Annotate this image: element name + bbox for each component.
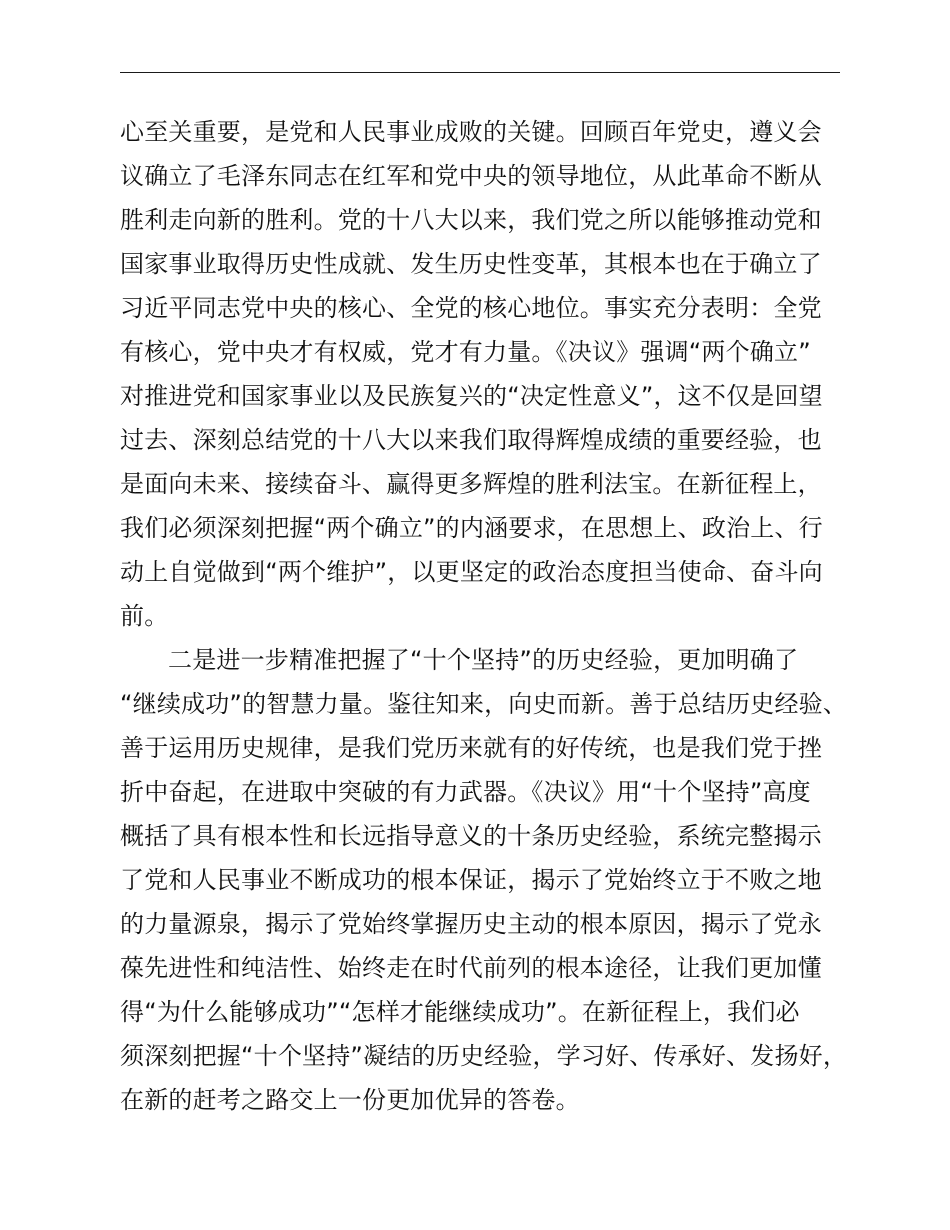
text-line: 国家事业取得历史性成就、发生历史性变革，其根本也在于确立了 [120, 250, 822, 278]
text-line: 习近平同志党中央的核心、全党的核心地位。事实充分表明：全党 [120, 294, 822, 322]
text-line: 了党和人民事业不断成功的根本保证，揭示了党始终立于不败之地 [120, 866, 822, 894]
text-line: 动上自觉做到“两个维护”，以更坚定的政治态度担当使命、奋斗向 [120, 558, 823, 586]
text-line: 折中奋起，在进取中突破的有力武器。《决议》用“十个坚持”高度 [120, 778, 811, 806]
text-line: 的力量源泉，揭示了党始终掌握历史主动的根本原因，揭示了党永 [120, 910, 822, 938]
text-line: 得“为什么能够成功”“怎样才能继续成功”。在新征程上，我们必 [120, 998, 800, 1026]
text-line: 心至关重要，是党和人民事业成败的关键。回顾百年党史，遵义会 [120, 118, 822, 146]
text-line: 是面向未来、接续奋斗、赢得更多辉煌的胜利法宝。在新征程上， [120, 470, 822, 498]
text-line: 须深刻把握“十个坚持”凝结的历史经验，学习好、传承好、发扬好， [120, 1042, 848, 1070]
paragraph-start-line: 二是进一步精准把握了“十个坚持”的历史经验，更加明确了 [168, 646, 799, 674]
text-line: 在新的赶考之路交上一份更加优异的答卷。 [120, 1086, 580, 1114]
text-line: 胜利走向新的胜利。党的十八大以来，我们党之所以能够推动党和 [120, 206, 822, 234]
text-line: “继续成功”的智慧力量。鉴往知来，向史而新。善于总结历史经验、 [120, 690, 848, 718]
text-line: 葆先进性和纯洁性、始终走在时代前列的根本途径，让我们更加懂 [120, 954, 822, 982]
text-line: 有核心，党中央才有权威，党才有力量。《决议》强调“两个确立” [120, 338, 811, 366]
text-line: 我们必须深刻把握“两个确立”的内涵要求，在思想上、政治上、行 [120, 514, 823, 542]
header-rule [120, 72, 840, 73]
text-line: 前。 [120, 602, 169, 630]
text-line: 善于运用历史规律，是我们党历来就有的好传统，也是我们党于挫 [120, 734, 822, 762]
text-line: 概括了具有根本性和长远指导意义的十条历史经验，系统完整揭示 [120, 822, 822, 850]
text-line: 过去、深刻总结党的十八大以来我们取得辉煌成绩的重要经验，也 [120, 426, 822, 454]
text-line: 议确立了毛泽东同志在红军和党中央的领导地位，从此革命不断从 [120, 162, 822, 190]
text-line: 对推进党和国家事业以及民族复兴的“决定性意义”，这不仅是回望 [120, 382, 823, 410]
